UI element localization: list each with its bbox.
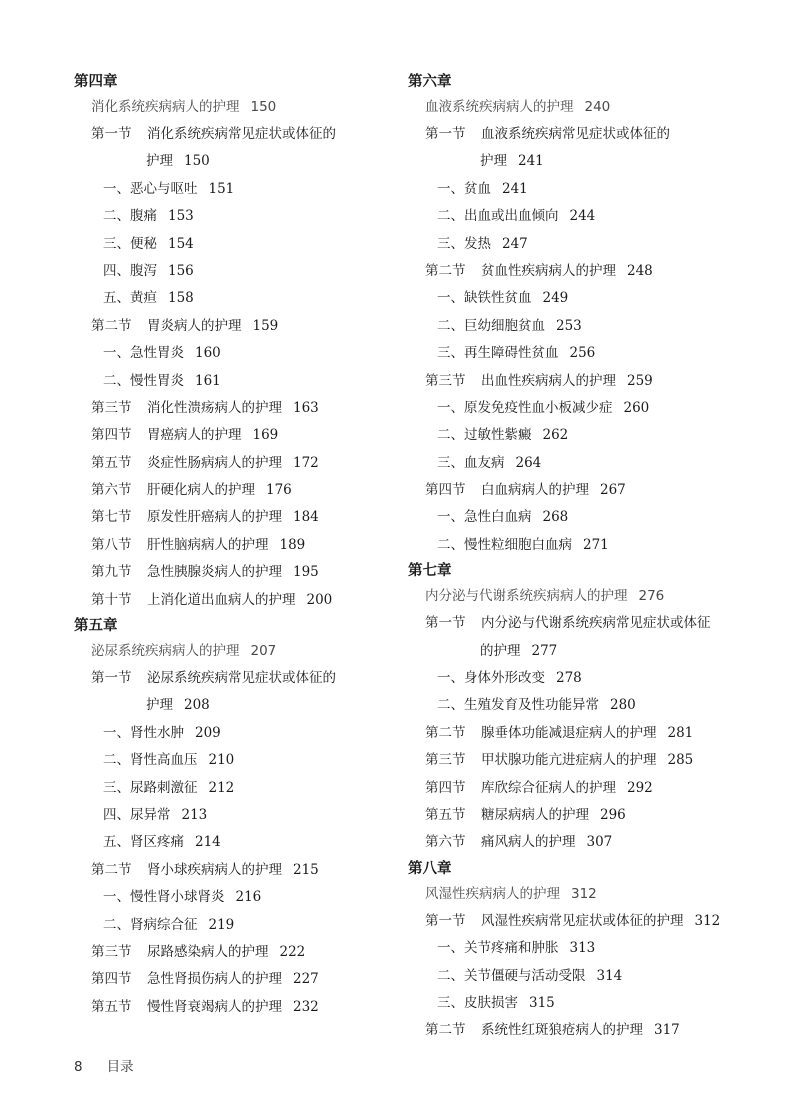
toc-subsection-entry[interactable] — [74, 720, 404, 747]
entry-title: 二、关节僵硬与活动受限 — [437, 967, 586, 984]
entry-page-number: 150 — [184, 153, 210, 170]
chapter-heading: 第四章 — [74, 74, 118, 90]
entry-title: 一、急性白血病 — [437, 509, 532, 526]
entry-title: 泌尿系统疾病常见症状或体征的 — [147, 670, 336, 687]
entry-title: 泌尿系统疾病病人的护理 — [91, 643, 240, 660]
toc-subsection-entry[interactable] — [408, 504, 778, 531]
section-label: 第一节 — [425, 126, 466, 142]
toc-subsection-entry[interactable] — [74, 258, 404, 285]
entry-title: 内分泌与代谢系统疾病常见症状或体征 — [481, 615, 711, 632]
section-label: 第四节 — [91, 971, 132, 988]
toc-subsection-entry[interactable] — [408, 963, 778, 990]
entry-title: 内分泌与代谢系统疾病病人的护理 — [425, 588, 628, 605]
entry-page-number: 213 — [181, 806, 208, 823]
entry-title: 一、身体外形改变 — [437, 670, 545, 687]
entry-title: 系统性红斑狼疮病人的护理 — [481, 1022, 643, 1039]
section-label: 第九节 — [91, 564, 132, 581]
entry-title: 二、肾性高血压 — [103, 752, 198, 769]
toc-right-column — [408, 70, 778, 1045]
toc-subsection-entry[interactable] — [408, 990, 778, 1017]
entry-title: 急性肾损伤病人的护理 — [147, 971, 282, 988]
toc-section-entry[interactable] — [74, 587, 404, 614]
entry-title: 三、发热 — [437, 235, 491, 252]
toc-section-entry[interactable] — [74, 450, 404, 477]
entry-page-number: 256 — [569, 345, 596, 362]
entry-title: 痛风病人的护理 — [481, 834, 576, 851]
entry-title: 护理 — [146, 153, 173, 170]
toc-subsection-entry[interactable] — [408, 203, 778, 230]
toc-subsection-entry[interactable] — [74, 802, 404, 829]
section-label: 第一节 — [91, 670, 132, 687]
entry-title: 消化系统疾病常见症状或体征的 — [147, 126, 336, 142]
toc-section-entry[interactable] — [408, 477, 778, 504]
entry-title: 肾小球疾病病人的护理 — [147, 861, 282, 878]
toc-subsection-entry[interactable] — [74, 231, 404, 258]
entry-page-number: 160 — [195, 345, 221, 362]
toc-subsection-entry[interactable] — [408, 692, 778, 719]
section-label: 第一节 — [425, 912, 466, 929]
toc-section-entry[interactable] — [408, 908, 778, 935]
toc-section-entry[interactable] — [74, 994, 404, 1021]
entry-page-number: 262 — [542, 427, 569, 444]
chapter-heading: 第八章 — [408, 860, 452, 877]
entry-page-number: 227 — [293, 971, 319, 988]
entry-title: 二、出血或出血倾向 — [437, 208, 559, 225]
entry-title: 二、生殖发育及性功能异常 — [437, 697, 599, 714]
toc-section-entry[interactable] — [74, 939, 404, 966]
entry-title: 的护理 — [480, 642, 521, 659]
entry-title: 三、便秘 — [103, 235, 157, 252]
toc-entry-continuation[interactable] — [408, 638, 778, 665]
entry-page-number: 312 — [694, 912, 721, 929]
entry-page-number: 292 — [627, 779, 653, 796]
toc-section-entry[interactable] — [408, 368, 778, 395]
toc-section-entry[interactable] — [408, 258, 778, 285]
entry-page-number: 207 — [250, 643, 277, 660]
section-label: 第一节 — [425, 615, 466, 632]
page-footer — [74, 1055, 134, 1075]
entry-title: 消化系统疾病病人的护理 — [91, 99, 240, 115]
chapter-heading: 第五章 — [74, 618, 118, 635]
chapter-heading: 第七章 — [408, 563, 452, 580]
section-label: 第八节 — [91, 536, 132, 553]
entry-title: 二、慢性粒细胞白血病 — [437, 536, 572, 553]
toc-subsection-entry[interactable] — [408, 313, 778, 340]
entry-title: 二、肾病综合征 — [103, 916, 198, 933]
entry-page-number: 195 — [293, 564, 319, 581]
entry-title: 一、恶心与呕吐 — [103, 180, 198, 197]
entry-page-number: 277 — [531, 642, 558, 659]
section-label: 第三节 — [91, 399, 132, 416]
toc-section-entry[interactable] — [74, 395, 404, 422]
entry-page-number: 151 — [208, 180, 235, 197]
entry-title: 原发性肝癌病人的护理 — [147, 509, 282, 526]
section-label: 第六节 — [425, 834, 466, 851]
entry-title: 二、过敏性紫癜 — [437, 427, 532, 444]
section-label: 第二节 — [91, 317, 132, 334]
toc-subsection-entry[interactable] — [408, 665, 778, 692]
toc-subsection-entry[interactable] — [74, 912, 404, 939]
entry-title: 一、慢性肾小球肾炎 — [103, 889, 225, 906]
toc-section-entry[interactable] — [74, 121, 404, 148]
entry-title: 风湿性疾病常见症状或体征的护理 — [481, 912, 684, 929]
entry-title: 肝硬化病人的护理 — [147, 482, 255, 499]
entry-page-number: 317 — [654, 1022, 680, 1039]
toc-section-entry[interactable] — [408, 720, 778, 747]
entry-page-number: 150 — [250, 99, 277, 115]
toc-subsection-entry[interactable] — [408, 231, 778, 258]
entry-page-number: 260 — [623, 399, 650, 416]
toc-entry-continuation[interactable] — [74, 148, 404, 175]
section-label: 第十节 — [91, 591, 132, 608]
entry-page-number: 172 — [293, 454, 319, 471]
entry-page-number: 219 — [208, 916, 235, 933]
entry-page-number: 169 — [252, 427, 279, 444]
entry-title: 四、腹泻 — [103, 262, 157, 279]
entry-title: 炎症性肠病病人的护理 — [147, 454, 282, 471]
toc-section-entry[interactable] — [74, 504, 404, 531]
entry-page-number: 249 — [542, 290, 569, 307]
section-label: 第三节 — [425, 372, 466, 389]
entry-page-number: 200 — [306, 591, 333, 608]
toc-entry-continuation[interactable] — [408, 148, 778, 175]
chapter-title-entry[interactable] — [408, 881, 778, 908]
toc-section-entry[interactable] — [74, 422, 404, 449]
entry-page-number: 215 — [293, 861, 319, 878]
chapter-title-entry[interactable] — [74, 638, 404, 665]
entry-page-number: 296 — [600, 806, 626, 823]
toc-section-entry[interactable] — [408, 829, 778, 856]
entry-page-number: 154 — [168, 235, 194, 252]
entry-page-number: 315 — [529, 994, 555, 1011]
entry-title: 贫血性疾病病人的护理 — [481, 262, 616, 279]
toc-subsection-entry[interactable] — [74, 368, 404, 395]
toc-subsection-entry[interactable] — [408, 285, 778, 312]
entry-title: 糖尿病病人的护理 — [481, 806, 589, 823]
entry-page-number: 161 — [195, 372, 221, 389]
toc-section-entry[interactable] — [408, 775, 778, 802]
entry-page-number: 259 — [627, 372, 653, 389]
entry-title: 慢性肾衰竭病人的护理 — [147, 998, 282, 1015]
toc-section-entry[interactable] — [74, 477, 404, 504]
entry-title: 尿路感染病人的护理 — [147, 943, 269, 960]
entry-title: 胃癌病人的护理 — [147, 427, 242, 444]
entry-page-number: 267 — [600, 482, 626, 499]
section-label: 第七节 — [91, 509, 132, 526]
toc-subsection-entry[interactable] — [408, 395, 778, 422]
section-label: 第六节 — [91, 482, 132, 499]
entry-page-number: 212 — [208, 779, 235, 796]
section-label: 第四节 — [91, 427, 132, 444]
entry-title: 护理 — [480, 153, 507, 170]
entry-title: 血液系统疾病病人的护理 — [425, 99, 574, 115]
entry-title: 三、皮肤损害 — [437, 994, 518, 1011]
entry-page-number: 176 — [266, 482, 292, 499]
entry-title: 库欣综合征病人的护理 — [481, 779, 616, 796]
entry-page-number: 208 — [184, 697, 210, 714]
entry-title: 五、肾区疼痛 — [103, 834, 184, 851]
entry-page-number: 248 — [627, 262, 653, 279]
entry-title: 五、黄疸 — [103, 290, 157, 307]
entry-title: 二、慢性胃炎 — [103, 372, 184, 389]
entry-page-number: 281 — [667, 724, 694, 741]
toc-section-entry[interactable] — [74, 313, 404, 340]
chapter-heading: 第六章 — [408, 74, 452, 90]
entry-title: 四、尿异常 — [103, 806, 171, 823]
entry-page-number: 209 — [195, 724, 221, 741]
entry-title: 甲状腺功能亢进症病人的护理 — [481, 752, 657, 769]
entry-title: 胃炎病人的护理 — [147, 317, 242, 334]
entry-page-number: 244 — [569, 208, 596, 225]
section-label: 第三节 — [425, 752, 466, 769]
toc-section-entry[interactable] — [74, 665, 404, 692]
entry-page-number: 159 — [252, 317, 279, 334]
entry-page-number: 240 — [584, 99, 611, 115]
toc-subsection-entry[interactable] — [74, 747, 404, 774]
entry-page-number: 241 — [502, 180, 528, 197]
section-label: 第五节 — [91, 998, 132, 1015]
entry-title: 三、再生障碍性贫血 — [437, 345, 559, 362]
entry-page-number: 253 — [556, 317, 582, 334]
chapter-title-entry[interactable] — [74, 94, 404, 121]
toc-subsection-entry[interactable] — [74, 775, 404, 802]
section-label: 第一节 — [91, 126, 132, 142]
entry-page-number: 312 — [571, 885, 597, 902]
toc-left-column — [74, 70, 404, 1021]
entry-page-number: 222 — [279, 943, 306, 960]
toc-subsection-entry[interactable] — [408, 935, 778, 962]
section-label: 第四节 — [425, 482, 466, 499]
entry-title: 消化性溃疡病人的护理 — [147, 399, 282, 416]
toc-section-entry[interactable] — [408, 747, 778, 774]
entry-page-number: 264 — [515, 454, 542, 471]
entry-title: 一、缺铁性贫血 — [437, 290, 532, 307]
entry-title: 血液系统疾病常见症状或体征的 — [481, 126, 670, 142]
entry-title: 腺垂体功能减退症病人的护理 — [481, 724, 657, 741]
section-label: 第五节 — [91, 454, 132, 471]
entry-title: 白血病病人的护理 — [481, 482, 589, 499]
entry-page-number: 163 — [293, 399, 319, 416]
section-label: 第三节 — [91, 943, 132, 960]
running-title: 目录 — [106, 1059, 134, 1075]
page-number: 8 — [74, 1059, 83, 1075]
entry-title: 一、急性胃炎 — [103, 345, 184, 362]
entry-page-number: 232 — [293, 998, 319, 1015]
entry-page-number: 285 — [667, 752, 694, 769]
section-label: 第五节 — [425, 806, 466, 823]
entry-title: 二、腹痛 — [103, 208, 157, 225]
section-label: 第二节 — [425, 262, 466, 279]
entry-page-number: 307 — [586, 834, 613, 851]
entry-title: 一、关节疼痛和肿胀 — [437, 940, 559, 957]
toc-section-entry[interactable] — [408, 121, 778, 148]
toc-subsection-entry[interactable] — [74, 829, 404, 856]
entry-title: 急性胰腺炎病人的护理 — [147, 564, 282, 581]
toc-section-entry[interactable] — [408, 802, 778, 829]
entry-page-number: 268 — [542, 509, 569, 526]
entry-page-number: 216 — [235, 889, 262, 906]
entry-page-number: 189 — [279, 536, 306, 553]
section-label: 第二节 — [425, 1022, 466, 1039]
toc-subsection-entry[interactable] — [408, 340, 778, 367]
entry-page-number: 214 — [195, 834, 221, 851]
entry-page-number: 280 — [610, 697, 636, 714]
toc-subsection-entry[interactable] — [74, 203, 404, 230]
toc-subsection-entry[interactable] — [408, 176, 778, 203]
toc-subsection-entry[interactable] — [74, 340, 404, 367]
section-label: 第四节 — [425, 779, 466, 796]
entry-title: 风湿性疾病病人的护理 — [425, 885, 560, 902]
entry-page-number: 241 — [518, 153, 544, 170]
entry-page-number: 314 — [596, 967, 623, 984]
entry-page-number: 184 — [293, 509, 319, 526]
entry-page-number: 247 — [502, 235, 528, 252]
entry-page-number: 156 — [168, 262, 194, 279]
section-label: 第二节 — [425, 724, 466, 741]
toc-section-entry[interactable] — [74, 857, 404, 884]
toc-subsection-entry[interactable] — [408, 422, 778, 449]
entry-page-number: 158 — [168, 290, 194, 307]
entry-page-number: 276 — [638, 588, 665, 605]
entry-title: 一、肾性水肿 — [103, 724, 184, 741]
entry-title: 三、血友病 — [437, 454, 505, 471]
chapter-title-entry[interactable] — [408, 94, 778, 121]
entry-page-number: 271 — [583, 536, 609, 553]
toc-section-entry[interactable] — [74, 532, 404, 559]
toc-subsection-entry[interactable] — [74, 176, 404, 203]
toc-subsection-entry[interactable] — [408, 532, 778, 559]
toc-subsection-entry[interactable] — [408, 450, 778, 477]
entry-title: 二、巨幼细胞贫血 — [437, 317, 545, 334]
entry-title: 上消化道出血病人的护理 — [147, 591, 296, 608]
entry-title: 一、贫血 — [437, 180, 491, 197]
entry-title: 一、原发免疫性血小板减少症 — [437, 399, 613, 416]
entry-title: 护理 — [146, 697, 173, 714]
toc-section-entry[interactable] — [74, 966, 404, 993]
entry-page-number: 210 — [208, 752, 235, 769]
toc-section-entry[interactable] — [408, 610, 778, 637]
entry-title: 三、尿路刺激征 — [103, 779, 198, 796]
entry-page-number: 313 — [569, 940, 596, 957]
toc-entry-continuation[interactable] — [74, 692, 404, 719]
toc-section-entry[interactable] — [74, 559, 404, 586]
chapter-title-entry[interactable] — [408, 583, 778, 610]
entry-page-number: 278 — [556, 670, 582, 687]
toc-subsection-entry[interactable] — [74, 884, 404, 911]
entry-title: 肝性脑病病人的护理 — [147, 536, 269, 553]
toc-subsection-entry[interactable] — [74, 285, 404, 312]
entry-title: 出血性疾病病人的护理 — [481, 372, 616, 389]
toc-section-entry[interactable] — [408, 1017, 778, 1044]
section-label: 第二节 — [91, 861, 132, 878]
entry-page-number: 153 — [168, 208, 194, 225]
